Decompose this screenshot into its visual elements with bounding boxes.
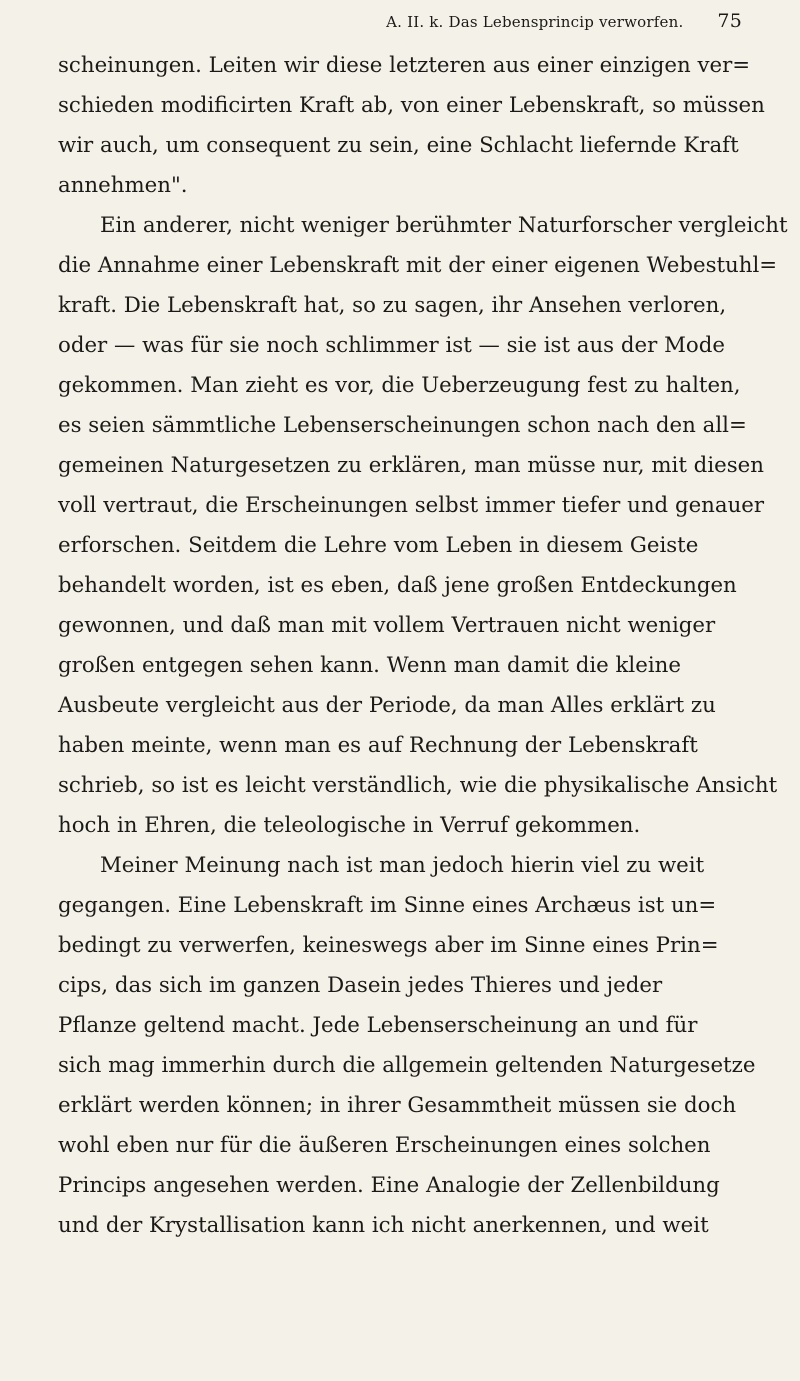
text-line: scheinungen. Leiten wir diese letzteren aus einer einzigen ver= — [58, 53, 751, 78]
text-line: annehmen". — [58, 173, 188, 198]
text-line: die Annahme einer Lebenskraft mit der einer eigenen Webestuhl= — [58, 253, 778, 278]
running-head-title: A. II. k. Das Lebensprincip verworfen. — [386, 13, 684, 31]
body-text — [58, 46, 788, 1246]
text-line: Princips angesehen werden. Eine Analogie der Zellenbildung — [58, 1173, 720, 1198]
text-line: gemeinen Naturgesetzen zu erklären, man müsse nur, mit diesen — [58, 453, 764, 478]
text-line: Ausbeute vergleicht aus der Periode, da man Alles erklärt zu — [58, 693, 716, 718]
text-line: hoch in Ehren, die teleologische in Verruf gekommen. — [58, 813, 641, 838]
text-line: oder — was für sie noch schlimmer ist — sie ist aus der Mode — [58, 333, 725, 358]
text-line: kraft. Die Lebenskraft hat, so zu sagen, ihr Ansehen verloren, — [58, 293, 727, 318]
text-line: cips, das sich im ganzen Dasein jedes Thieres und jeder — [58, 973, 663, 998]
paragraph — [58, 206, 788, 846]
paragraph — [58, 846, 756, 1246]
text-line: gegangen. Eine Lebenskraft im Sinne eines Archæus ist un= — [58, 893, 717, 918]
text-line: Ein anderer, nicht weniger berühmter Naturforscher vergleicht — [100, 213, 788, 238]
text-line: behandelt worden, ist es eben, daß jene großen Entdeckungen — [58, 573, 737, 598]
text-line: haben meinte, wenn man es auf Rechnung der Lebenskraft — [58, 733, 698, 758]
text-line: bedingt zu verwerfen, keineswegs aber im Sinne eines Prin= — [58, 933, 719, 958]
text-line: erklärt werden können; in ihrer Gesammtheit müssen sie doch — [58, 1093, 737, 1118]
text-line: Meiner Meinung nach ist man jedoch hierin viel zu weit — [100, 853, 705, 878]
text-line: gekommen. Man zieht es vor, die Ueberzeugung fest zu halten, — [58, 373, 741, 398]
text-line: voll vertraut, die Erscheinungen selbst immer tiefer und genauer — [58, 493, 765, 518]
text-line: erforschen. Seitdem die Lehre vom Leben in diesem Geiste — [58, 533, 699, 558]
text-line: Pflanze geltend macht. Jede Lebenserscheinung an und für — [58, 1013, 698, 1038]
text-line: sich mag immerhin durch die allgemein geltenden Naturgesetze — [58, 1053, 756, 1078]
text-line: schrieb, so ist es leicht verständlich, wie die physikalische Ansicht — [58, 773, 778, 798]
text-line: wir auch, um consequent zu sein, eine Schlacht liefernde Kraft — [58, 133, 739, 158]
text-line: großen entgegen sehen kann. Wenn man damit die kleine — [58, 653, 681, 678]
text-line: wohl eben nur für die äußeren Erscheinungen eines solchen — [58, 1133, 711, 1158]
text-line: und der Krystallisation kann ich nicht anerkennen, und weit — [58, 1213, 709, 1238]
running-head — [58, 10, 750, 32]
text-line: schieden modificirten Kraft ab, von einer Lebenskraft, so müssen — [58, 93, 765, 118]
text-line: es seien sämmtliche Lebenserscheinungen schon nach den all= — [58, 413, 747, 438]
paragraph — [58, 46, 765, 206]
page-number: 75 — [717, 10, 742, 32]
text-line: gewonnen, und daß man mit vollem Vertrauen nicht weniger — [58, 613, 716, 638]
